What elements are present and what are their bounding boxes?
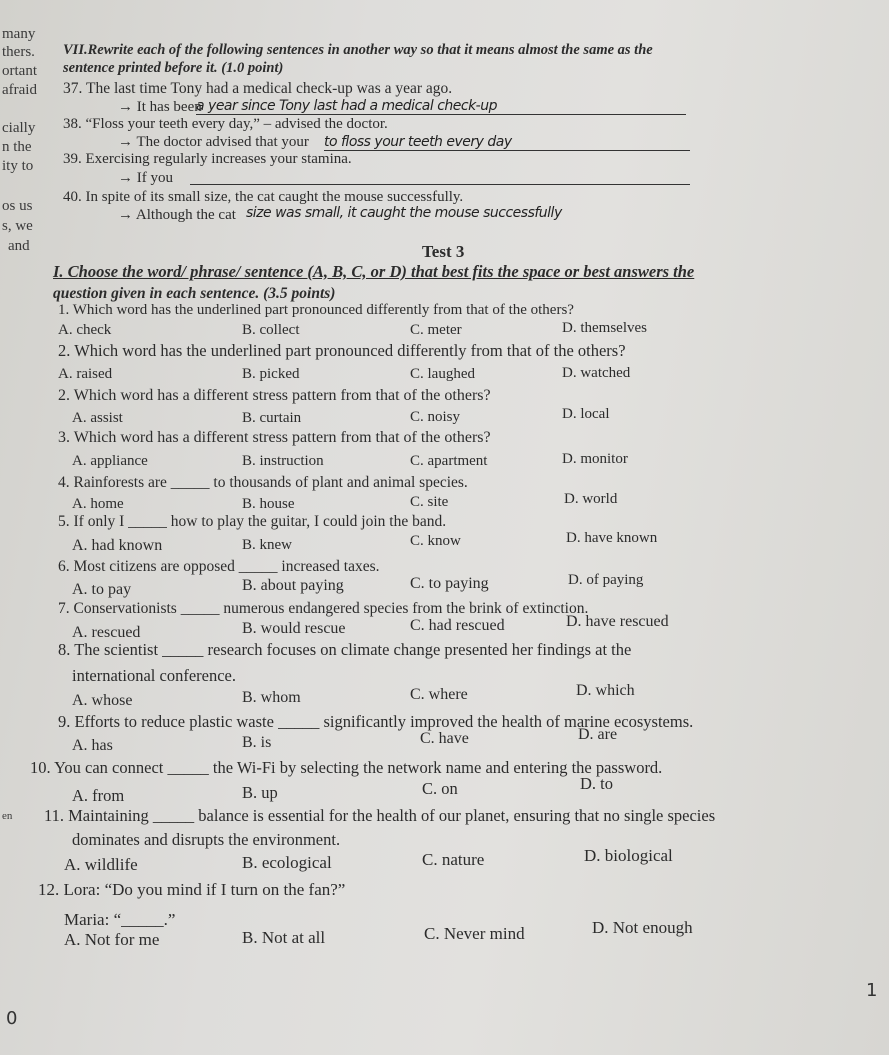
- q39-prompt: → If you: [118, 170, 173, 186]
- question-stem: 11. Maintaining _____ balance is essential for the health of our planet, ensuring that no single species: [44, 806, 716, 825]
- option-b[interactable]: B. picked: [242, 366, 300, 382]
- option-d[interactable]: D. of paying: [568, 572, 644, 588]
- option-c[interactable]: C. Never mind: [424, 924, 525, 943]
- option-c[interactable]: C. on: [422, 779, 458, 798]
- option-b[interactable]: B. knew: [242, 537, 292, 553]
- margin-word: cially: [2, 120, 36, 136]
- q37-stem: 37. The last time Tony had a medical check-up was a year ago.: [63, 80, 453, 97]
- option-d[interactable]: D. have known: [566, 530, 658, 546]
- option-d[interactable]: D. Not enough: [592, 918, 693, 937]
- margin-word: os us: [2, 198, 33, 214]
- margin-word: s, we: [2, 218, 33, 234]
- section7-title-line2: sentence printed before it. (1.0 point): [63, 60, 284, 76]
- option-d[interactable]: D. to: [580, 774, 613, 793]
- section1-title-line2: question given in each sentence. (3.5 points): [53, 285, 336, 302]
- section1-title: I. Choose the word/ phrase/ sentence (A, B, C, or D) that best fits the space or best answers the: [53, 262, 695, 281]
- option-c[interactable]: C. where: [410, 686, 468, 703]
- option-b[interactable]: B. whom: [242, 689, 301, 706]
- option-a[interactable]: A. home: [72, 496, 124, 512]
- option-d[interactable]: D. themselves: [562, 320, 647, 336]
- question-stem: 4. Rainforests are _____ to thousands of plant and animal species.: [58, 474, 468, 491]
- option-b[interactable]: B. collect: [242, 322, 300, 338]
- q40-prompt: → Although the cat: [118, 207, 236, 223]
- option-c[interactable]: C. nature: [422, 850, 485, 869]
- option-b[interactable]: B. instruction: [242, 453, 324, 469]
- margin-word: ortant: [2, 63, 37, 79]
- question-stem-line2: dominates and disrupts the environment.: [72, 830, 341, 849]
- option-a[interactable]: A. raised: [58, 366, 113, 382]
- option-a[interactable]: A. had known: [72, 537, 163, 554]
- test-title: Test 3: [422, 242, 465, 261]
- q38-answer[interactable]: to floss your teeth every day: [324, 134, 690, 151]
- q40-answer[interactable]: size was small, it caught the mouse successfully: [246, 205, 562, 221]
- option-b[interactable]: B. Not at all: [242, 928, 326, 947]
- option-c[interactable]: C. had rescued: [410, 617, 505, 634]
- q40-stem: 40. In spite of its small size, the cat caught the mouse successfully.: [63, 189, 464, 205]
- margin-word: many: [2, 26, 36, 42]
- q39-stem: 39. Exercising regularly increases your stamina.: [63, 151, 352, 167]
- option-b[interactable]: B. ecological: [242, 853, 332, 872]
- question-stem: 2. Which word has the underlined part pronounced differently from that of the others?: [58, 341, 626, 360]
- option-c[interactable]: C. meter: [410, 322, 462, 338]
- option-d[interactable]: D. biological: [584, 846, 673, 865]
- option-b[interactable]: B. curtain: [242, 410, 302, 426]
- margin-word: en: [2, 810, 13, 822]
- option-d[interactable]: D. local: [562, 406, 610, 422]
- corner-mark: 1: [866, 980, 878, 1001]
- margin-word: and: [8, 238, 30, 254]
- option-c[interactable]: C. know: [410, 533, 461, 549]
- option-c[interactable]: C. apartment: [410, 453, 488, 469]
- question-stem: 12. Lora: “Do you mind if I turn on the fan?”: [38, 880, 346, 899]
- margin-word: afraid: [2, 82, 37, 98]
- option-d[interactable]: D. monitor: [562, 451, 628, 467]
- option-b[interactable]: B. is: [242, 734, 272, 751]
- option-c[interactable]: C. have: [420, 730, 469, 747]
- q38-stem: 38. “Floss your teeth every day,” – advised the doctor.: [63, 116, 388, 132]
- margin-word: n the: [2, 139, 32, 155]
- option-a[interactable]: A. from: [72, 786, 125, 805]
- question-stem: 8. The scientist _____ research focuses on climate change presented her findings at the: [58, 640, 632, 659]
- question-stem: 6. Most citizens are opposed _____ increased taxes.: [58, 558, 380, 575]
- option-a[interactable]: A. wildlife: [64, 855, 138, 874]
- option-a[interactable]: A. rescued: [72, 624, 141, 641]
- option-a[interactable]: A. whose: [72, 692, 133, 709]
- option-b[interactable]: B. house: [242, 496, 295, 512]
- question-stem-line2: international conference.: [72, 666, 236, 685]
- question-stem: 1. Which word has the underlined part pronounced differently from that of the others?: [58, 302, 574, 318]
- option-a[interactable]: A. Not for me: [64, 930, 160, 949]
- option-d[interactable]: D. have rescued: [566, 613, 669, 630]
- option-a[interactable]: A. to pay: [72, 581, 132, 598]
- option-c[interactable]: C. laughed: [410, 366, 475, 382]
- option-a[interactable]: A. has: [72, 737, 113, 754]
- question-stem: 7. Conservationists _____ numerous endangered species from the brink of extinction.: [58, 600, 589, 617]
- question-stem: 9. Efforts to reduce plastic waste _____ significantly improved the health of marine ecosystems.: [58, 712, 694, 731]
- question-stem-line2: Maria: “_____.”: [64, 910, 176, 929]
- option-c[interactable]: C. site: [410, 494, 449, 510]
- option-b[interactable]: B. about paying: [242, 577, 344, 594]
- option-b[interactable]: B. would rescue: [242, 620, 346, 637]
- q37-prompt: → It has been: [118, 99, 202, 115]
- option-d[interactable]: D. world: [564, 491, 618, 507]
- question-stem: 10. You can connect _____ the Wi-Fi by selecting the network name and entering the password.: [30, 758, 663, 777]
- q39-answer[interactable]: [190, 170, 690, 185]
- section7-title: VII.Rewrite each of the following sentences in another way so that it means almost the same as the: [63, 42, 653, 58]
- question-stem: 2. Which word has a different stress pattern from that of the others?: [58, 387, 491, 404]
- option-a[interactable]: A. appliance: [72, 453, 148, 469]
- question-stem: 3. Which word has a different stress pattern from that of the others?: [58, 429, 491, 446]
- option-a[interactable]: A. check: [58, 322, 112, 338]
- option-a[interactable]: A. assist: [72, 410, 123, 426]
- option-d[interactable]: D. watched: [562, 365, 631, 381]
- option-d[interactable]: D. are: [578, 726, 618, 743]
- option-c[interactable]: C. noisy: [410, 409, 461, 425]
- option-b[interactable]: B. up: [242, 783, 278, 802]
- question-stem: 5. If only I _____ how to play the guitar, I could join the band.: [58, 513, 447, 530]
- corner-mark: 0: [6, 1008, 18, 1029]
- margin-word: thers.: [2, 44, 35, 60]
- option-c[interactable]: C. to paying: [410, 575, 489, 592]
- margin-word: ity to: [2, 158, 34, 174]
- q37-answer[interactable]: a year since Tony last had a medical check-up: [196, 98, 686, 115]
- q38-prompt: → The doctor advised that your: [118, 134, 309, 150]
- option-d[interactable]: D. which: [576, 682, 635, 699]
